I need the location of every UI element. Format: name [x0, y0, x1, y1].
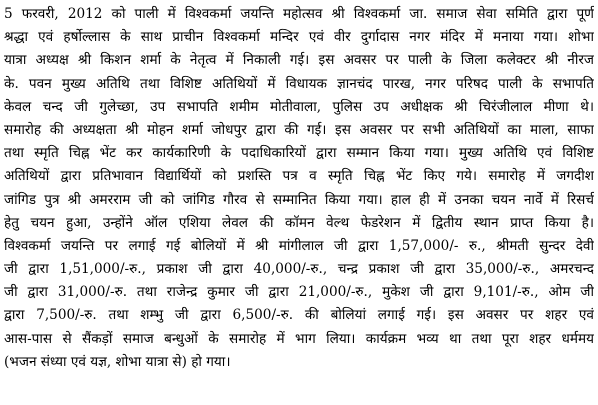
text-line: अतिथियों द्वारा प्रतिभावान विद्यार्थियों को प्रशस्ति पत्र व स्मृति चिह्न भेंट किए गये। समारोह में जगदीश [4, 168, 594, 185]
text-line: हेतु चयन हुआ, उन्होंने ऑल एशिया लेवल की कॉमन वेल्थ फेडरेशन में द्वितीय स्थान प्राप्त किया है। [4, 214, 594, 231]
text-line: तथा स्मृति चिह्न भेंट कर कार्यकारिणी के पदाधिकारियों द्वारा सम्मान किया गया। मुख्य अतिथि एवं विशिष्ट [4, 145, 594, 162]
text-line: केवल चन्द जी गुलेच्छा, उप सभापति शमीम मोतीवाला, पुलिस उप अधीक्षक श्री चिरंजीलाल मीणा थे। [4, 98, 594, 115]
text-line: जांगिड पुत्र श्री अमरराम जी को जांगिड गौरव से सम्मानित किया गया। हाल ही में उनका चयन नार्वे में रिसर्च [4, 191, 594, 208]
text-line: समारोह की अध्यक्षता श्री मोहन शर्मा जोधपुर द्वारा की गई। इस अवसर पर सभी अतिथियों का माला, साफा [4, 121, 594, 138]
article-text [4, 3, 594, 374]
text-line: जी द्वारा 31,000/-रु. तथा राजेन्द्र कुमार जी द्वारा 21,000/-रु., मुकेश जी द्वारा 9,101/-रु., ओम जी [4, 284, 594, 301]
text-line: जी द्वारा 1,51,000/-रु., प्रकाश जी द्वारा 40,000/-रु., चन्द्र प्रकाश जी द्वारा 35,000/-रु., अमरचन्द [4, 261, 594, 278]
text-line-last: (भजन संध्या एवं यज्ञ, शोभा यात्रा से) हो गया। [4, 353, 231, 370]
text-line: श्रद्धा एवं हर्षोल्लास के साथ प्राचीन विश्वकर्मा मन्दिर एवं वीर दुर्गादास नगर मंदिर में मनाया गया। शोभा [4, 29, 594, 46]
text-line: आस-पास से सैंकड़ों समाज बन्धुओं के समारोह में भाग लिया। कार्यक्रम भव्य था तथा पूरा शहर धर्ममय [4, 330, 594, 347]
text-line: यात्रा अध्यक्ष श्री किशन शर्मा के नेतृत्व में निकाली गई। इस अवसर पर पाली के जिला कलेक्टर श्री नीरज [4, 52, 594, 69]
text-line: विश्वकर्मा जयन्ति पर लगाई गई बोलियों में श्री मांगीलाल जी द्वारा 1,57,000/- रु., श्रीमती सुन्दर देवी [4, 237, 594, 254]
text-line: के. पवन मुख्य अतिथि तथा विशिष्ट अतिथियों में विधायक ज्ञानचंद पारख, नगर परिषद पाली के सभापति [4, 75, 594, 92]
text-line: 5 फरवरी, 2012 को पाली में विश्वकर्मा जयन्ति महोत्सव श्री विश्वकर्मा जा. समाज सेवा समिति द्वारा पूर्ण [4, 6, 594, 22]
text-line: द्वारा 7,500/-रु. तथा शम्भु जी द्वारा 6,500/-रु. की बोलियां लगाई गई। इस अवसर पर शहर एवं [4, 307, 594, 324]
